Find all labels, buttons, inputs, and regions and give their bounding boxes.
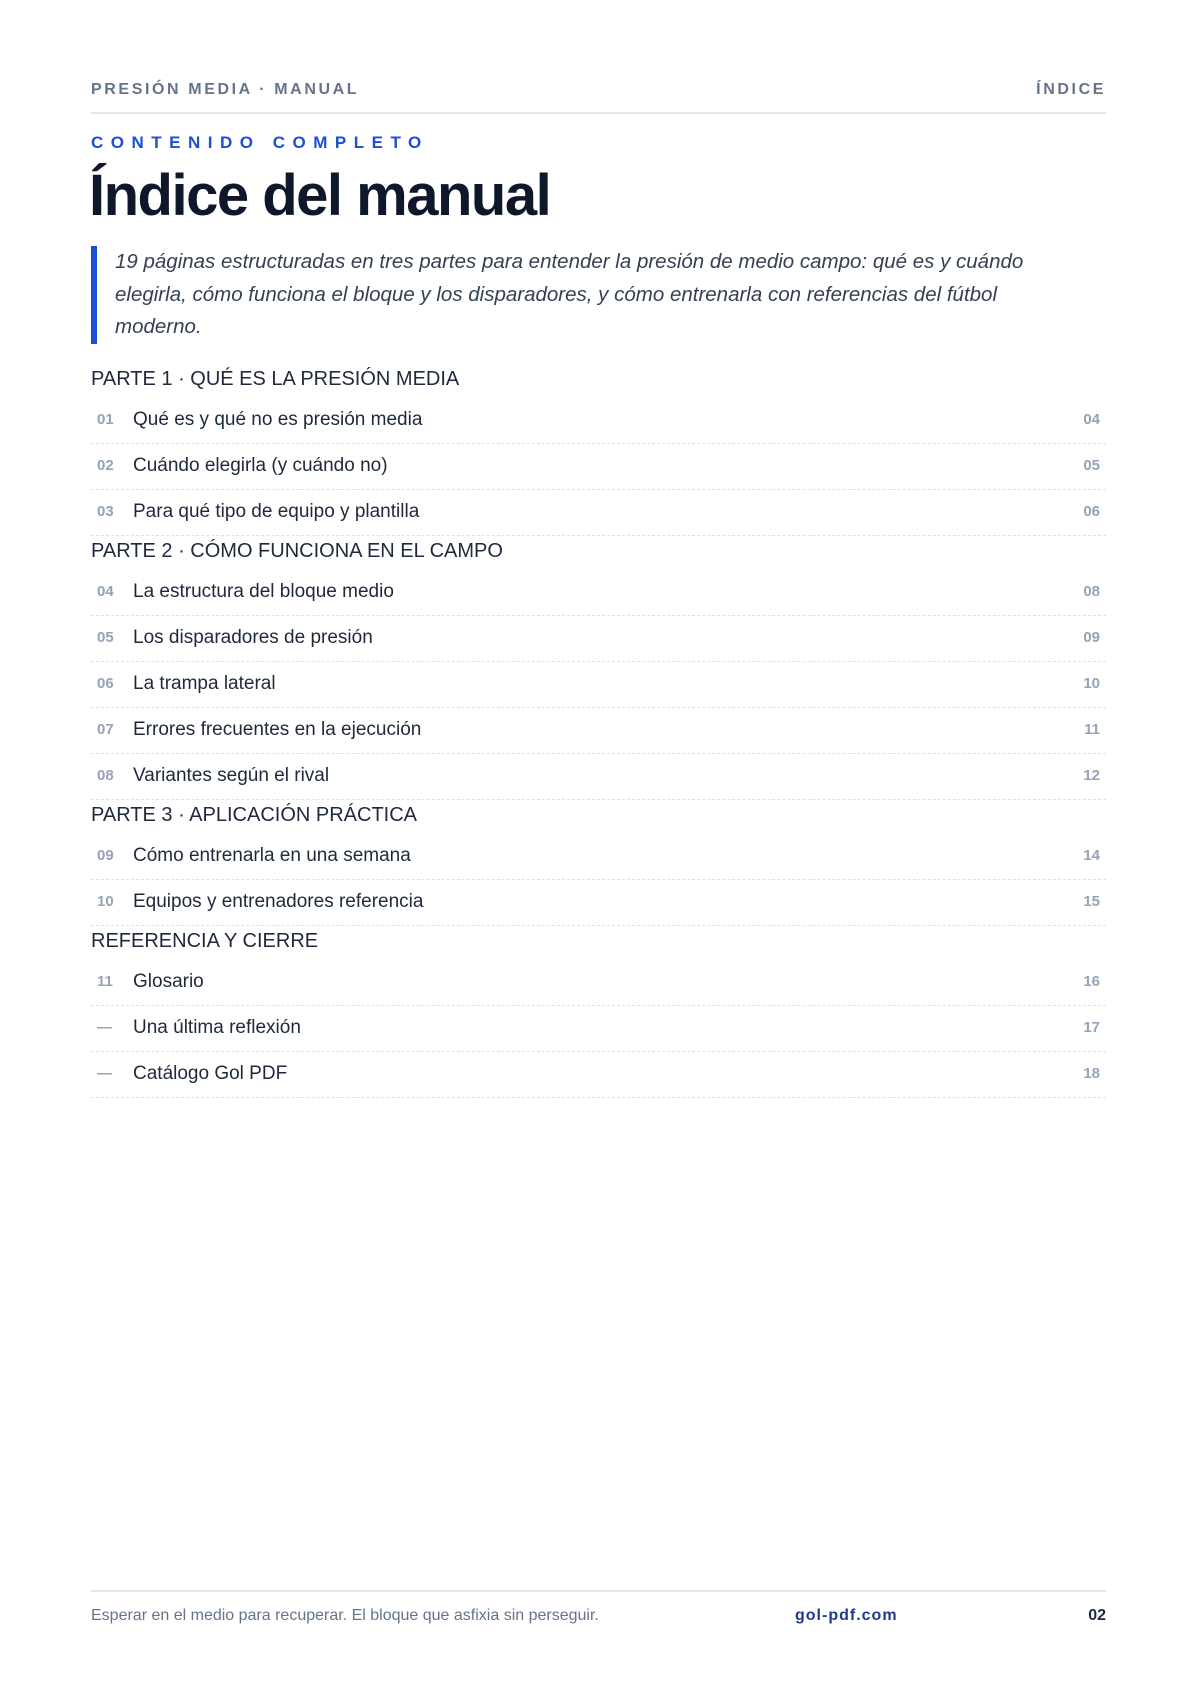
toc-entry[interactable] (91, 880, 1106, 926)
toc-entry-page: 06 (1083, 503, 1100, 520)
toc-entry-label: Los disparadores de presión (133, 626, 373, 648)
running-header-section: ÍNDICE (1036, 81, 1106, 98)
toc-entry-number: 05 (97, 629, 114, 646)
toc-part-heading: REFERENCIA Y CIERRE (91, 930, 319, 952)
toc-entry[interactable] (91, 834, 1106, 880)
toc-entry-label: Para qué tipo de equipo y plantilla (133, 500, 420, 522)
page-footer (91, 1590, 1106, 1632)
toc-entry[interactable] (91, 754, 1106, 800)
toc-entry-number: — (97, 1065, 112, 1082)
toc-entry-label: La trampa lateral (133, 672, 276, 694)
toc-entry-page: 14 (1083, 847, 1100, 864)
intro-text: 19 páginas estructuradas en tres partes para entender la presión de medio campo: qué es y cuándo elegirla, cómo funciona el bloque y los disparadores, y cómo entrenarla con referencias del fútbol moderno. (115, 250, 1024, 338)
toc-entry-page: 10 (1083, 675, 1100, 692)
toc-entry-page: 08 (1083, 583, 1100, 600)
toc-entry-number: 01 (97, 411, 114, 428)
toc-entry-page: 15 (1083, 893, 1100, 910)
toc-entry-number: 06 (97, 675, 114, 692)
toc-entry-label: Variantes según el rival (133, 764, 330, 786)
toc-entry[interactable] (91, 708, 1106, 754)
toc-entry[interactable] (91, 662, 1106, 708)
intro-callout (91, 246, 1106, 344)
toc-entry-page: 05 (1083, 457, 1100, 474)
toc-entry-page: 17 (1083, 1019, 1100, 1036)
toc-entry[interactable] (91, 616, 1106, 662)
toc-entry-label: Glosario (133, 970, 204, 992)
toc-entry[interactable] (91, 398, 1106, 444)
toc-entry-number: 09 (97, 847, 114, 864)
toc-entry[interactable] (91, 1006, 1106, 1052)
toc-entry[interactable] (91, 444, 1106, 490)
toc-entry-page: 16 (1083, 973, 1100, 990)
toc-entry-label: La estructura del bloque medio (133, 580, 394, 602)
toc-entry-number: 08 (97, 767, 114, 784)
toc-entry-number: 04 (97, 583, 114, 600)
toc-entry-label: Equipos y entrenadores referencia (133, 890, 424, 912)
section-kicker: CONTENIDO COMPLETO (91, 133, 429, 152)
toc-entry[interactable] (91, 1052, 1106, 1098)
page-number: 02 (1088, 1607, 1106, 1624)
toc-part-heading: PARTE 3 · APLICACIÓN PRÁCTICA (91, 804, 418, 826)
toc-entry-number: 07 (97, 721, 114, 738)
toc-entry-number: 02 (97, 457, 114, 474)
toc-entry-label: Una última reflexión (133, 1016, 301, 1038)
toc-entry-label: Qué es y qué no es presión media (133, 408, 423, 430)
manual-page (91, 0, 1106, 1683)
toc-entry[interactable] (91, 490, 1106, 536)
toc-entry-page: 18 (1083, 1065, 1100, 1082)
table-of-contents (91, 364, 1106, 1098)
toc-part-heading: PARTE 1 · QUÉ ES LA PRESIÓN MEDIA (91, 368, 460, 390)
toc-entry-page: 09 (1083, 629, 1100, 646)
toc-entry-label: Errores frecuentes en la ejecución (133, 718, 422, 740)
page-title: Índice del manual (89, 163, 551, 228)
toc-part-heading: PARTE 2 · CÓMO FUNCIONA EN EL CAMPO (91, 540, 503, 562)
toc-entry-number: — (97, 1019, 112, 1036)
toc-entry-label: Cómo entrenarla en una semana (133, 844, 411, 866)
toc-entry-label: Catálogo Gol PDF (133, 1062, 288, 1084)
toc-entry-label: Cuándo elegirla (y cuándo no) (133, 454, 388, 476)
toc-entry-number: 10 (97, 893, 114, 910)
toc-entry-number: 11 (97, 973, 113, 990)
toc-entry-page: 04 (1083, 411, 1100, 428)
running-header (91, 80, 1106, 114)
toc-entry[interactable] (91, 570, 1106, 616)
toc-entry-page: 11 (1084, 721, 1100, 738)
footer-tagline: Esperar en el medio para recuperar. El bloque que asfixia sin perseguir. (91, 1607, 599, 1624)
toc-entry-page: 12 (1083, 767, 1100, 784)
running-header-title: PRESIÓN MEDIA · MANUAL (91, 81, 360, 98)
footer-site-link[interactable]: gol-pdf.com (795, 1607, 898, 1624)
toc-entry-number: 03 (97, 503, 114, 520)
toc-entry[interactable] (91, 960, 1106, 1006)
